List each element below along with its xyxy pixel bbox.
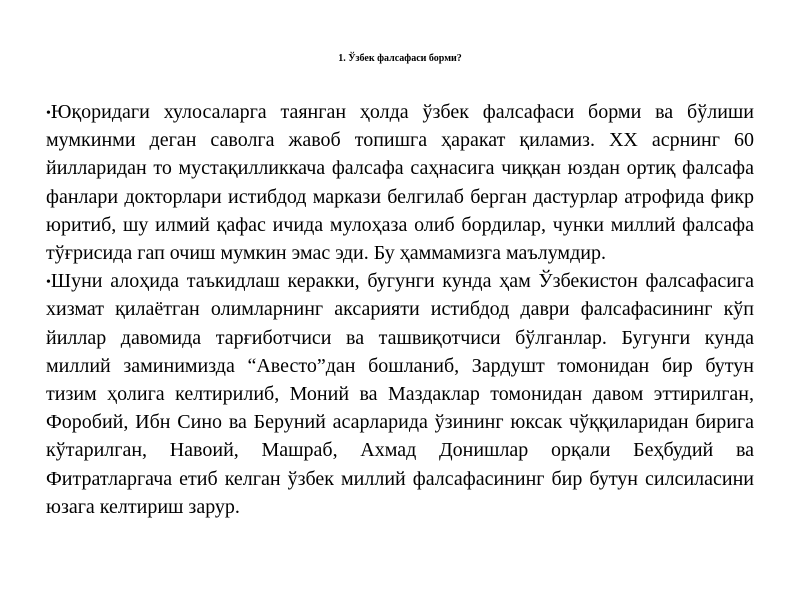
paragraph-text-1: Юқоридаги хулосаларга таянган ҳолда ўзбек фалсафаси борми ва бўлиши мумкинми деган саволга жавоб топишга ҳаракат қиламиз. XX асрнинг 60 йилларидан то мустақилликкача фалсафа саҳнасига чиққан юздан ортиқ фалсафа фанлари докторлари истибдод маркази белгилаб берган дастурлар атрофида фикр юритиб, шу илмий қафас ичида мулоҳаза олиб бордилар, чунки миллий фалсафа тўғрисида гап очиш мумкин эмас эди. Бу ҳаммамизга маълумдир. — [46, 101, 754, 265]
slide-body — [46, 98, 754, 521]
bullet-paragraph-1 — [46, 98, 754, 267]
slide-title: 1. Ўзбек фалсафаси борми? — [338, 53, 462, 64]
bullet-icon: • — [46, 275, 51, 291]
bullet-icon: • — [46, 106, 51, 121]
paragraph-text-2: Шуни алоҳида таъкидлаш керакки, бугунги кунда ҳам Ўзбекистон фалсафасига хизмат қилаётган олимларнинг аксарияти истибдод даври фалсафасининг кўп йиллар давомида тарғиботчиси ва ташвиқотчиси бўлганлар. Бугунги кунда миллий заминимизда “Авесто”дан бошланиб, Зардушт томонидан бир бутун тизим ҳолига келтирилиб, Моний ва Маздаклар томонидан давом эттирилган, Форобий, Ибн Сино ва Беруний асарларида ўзининг юксак чўққиларидан бирига кўтарилган, Навоий, Машраб, Ахмад Донишлар орқали Беҳбудий ва Фитратларгача етиб келган ўзбек миллий фалсафасининг бир бутун силсиласини юзага келтириш зарур. — [46, 270, 754, 518]
bullet-paragraph-2 — [46, 267, 754, 521]
